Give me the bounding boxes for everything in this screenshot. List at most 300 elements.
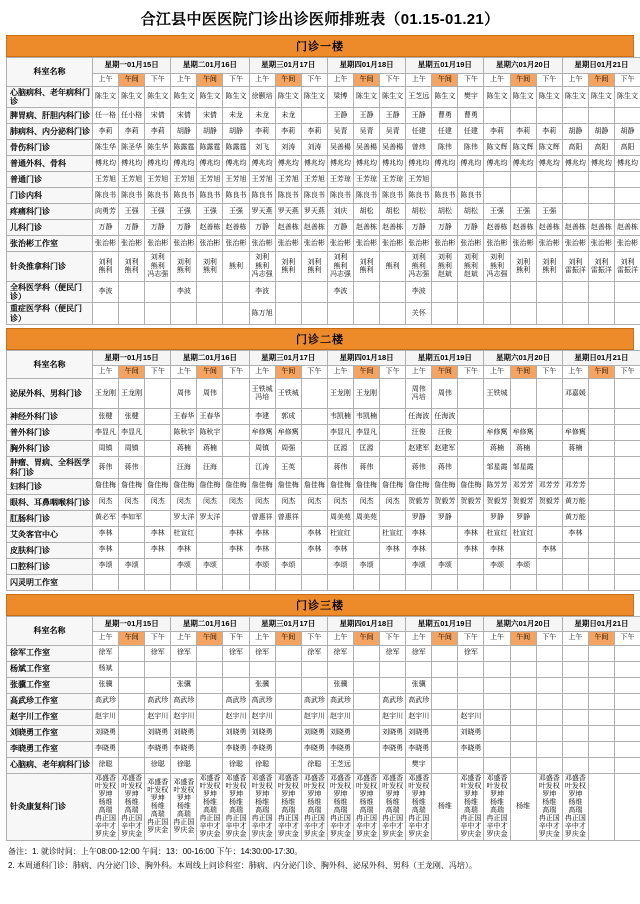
doctor-cell: 李莉 [145,124,171,140]
doctor-cell: 高武珍 [380,693,406,709]
doctor-cell: 王芳旭 [223,172,249,188]
doctor-cell: 高武珍 [301,693,327,709]
table-row [7,140,640,156]
shift-header-4-3: 下午 [380,73,406,86]
doctor-cell: 任小格 [119,108,145,124]
doctor-cell: 高武珍 [145,693,171,709]
doctor-cell [484,574,510,590]
doctor-cell: 赵善栋 [536,220,562,236]
doctor-cell: 罗静 [406,510,432,526]
doctor-cell [458,441,484,457]
doctor-cell: 詹佳梅 [406,478,432,494]
doctor-cell [301,457,327,478]
doctor-cell: 汪海 [171,457,197,478]
doctor-cell: 刘利 熊利 [536,252,562,282]
doctor-cell [301,558,327,574]
doctor-cell [614,494,640,510]
doctor-cell: 李晓勇 [458,741,484,757]
doctor-cell [197,757,223,773]
dept-name: 杨斌工作室 [7,661,93,677]
shift-header-3-1: 上午 [249,632,275,645]
doctor-cell [432,282,458,303]
shift-header-6-2: 午间 [510,366,536,379]
doctor-cell: 陈生华 [93,140,119,156]
doctor-cell: 万静 [93,220,119,236]
table-row [7,677,640,693]
doctor-cell [484,409,510,425]
doctor-cell [301,510,327,526]
doctor-cell: 李莉 [536,124,562,140]
doctor-cell [484,188,510,204]
doctor-cell: 黄万能 [562,494,588,510]
doctor-cell [223,457,249,478]
doctor-cell [223,558,249,574]
dept-name: 普通外科、骨科 [7,156,93,172]
doctor-cell [249,574,275,590]
shift-header-4-1: 上午 [327,632,353,645]
shift-header-5-1: 上午 [406,366,432,379]
doctor-cell [197,526,223,542]
day-header-6: 星期六01月20日 [484,350,562,366]
doctor-cell [614,303,640,324]
doctor-cell [536,457,562,478]
doctor-cell [353,741,379,757]
doctor-cell: 王芝远 [327,757,353,773]
doctor-cell [614,108,640,124]
shift-header-5-3: 下午 [458,632,484,645]
doctor-cell [223,510,249,526]
doctor-cell: 闵杰 [145,494,171,510]
doctor-cell [380,558,406,574]
doctor-cell: 陈良书 [406,188,432,204]
doctor-cell [510,661,536,677]
shift-header-2-1: 上午 [171,366,197,379]
doctor-cell [119,542,145,558]
doctor-cell: 罗静 [484,510,510,526]
doctor-cell: 傅兆均 [119,156,145,172]
doctor-cell [119,693,145,709]
doctor-cell: 杜宣红 [327,526,353,542]
doctor-cell: 牟修寯 [484,425,510,441]
doctor-cell [588,558,614,574]
doctor-cell [171,574,197,590]
doctor-cell: 闵杰 [171,494,197,510]
doctor-cell [197,542,223,558]
doctor-cell [484,282,510,303]
doctor-cell: 李林 [327,542,353,558]
doctor-cell: 胡静 [223,124,249,140]
doctor-cell: 赵宇川 [301,709,327,725]
doctor-cell: 王芳旭 [301,172,327,188]
doctor-cell: 徐聪 [145,757,171,773]
doctor-cell [353,757,379,773]
doctor-cell: 邓盛香 叶发权 罗坤 杨维 高瑞 冉正国 辛中才 罗庆金 [275,773,301,840]
doctor-cell [484,741,510,757]
doctor-cell [275,542,301,558]
doctor-cell: 陈良书 [458,188,484,204]
shift-header-1-3: 下午 [145,73,171,86]
doctor-cell [614,526,640,542]
doctor-cell: 赵宇川 [145,709,171,725]
doctor-cell: 刘利 熊利 [275,252,301,282]
doctor-cell: 李波 [327,282,353,303]
doctor-cell: 李林 [301,542,327,558]
doctor-cell: 杜宣红 [510,526,536,542]
doctor-cell: 李晓勇 [145,741,171,757]
doctor-cell: 李晓勇 [249,741,275,757]
doctor-cell [223,303,249,324]
doctor-cell: 高阳 [562,140,588,156]
shift-header-3-2: 午间 [275,366,301,379]
dept-column-header: 科室名称 [7,350,93,379]
doctor-cell: 李颂 [327,558,353,574]
doctor-cell: 李波 [249,282,275,303]
doctor-cell [380,677,406,693]
doctor-cell: 王芳旭 [249,172,275,188]
doctor-cell: 赵善栋 [197,220,223,236]
doctor-cell [171,303,197,324]
doctor-cell: 傅兆均 [380,156,406,172]
doctor-cell: 杨维 [510,773,536,840]
dept-name: 妇科门诊 [7,478,93,494]
doctor-cell: 李颂 [249,558,275,574]
dept-name: 针灸康复科门诊 [7,773,93,840]
shift-header-4-1: 上午 [327,366,353,379]
doctor-cell: 吴善楊 [353,140,379,156]
doctor-cell [223,441,249,457]
schedule-table-1 [6,57,640,325]
shift-header-5-3: 下午 [458,73,484,86]
doctor-cell [353,574,379,590]
doctor-cell: 贺毅芳 [406,494,432,510]
doctor-cell: 高武珍 [249,693,275,709]
doctor-cell [223,409,249,425]
doctor-cell [614,441,640,457]
dept-name: 骨伤科门诊 [7,140,93,156]
doctor-cell: 赵宇川 [380,709,406,725]
day-header-6: 星期六01月20日 [484,616,562,632]
doctor-cell: 邓盛香 叶发权 罗坤 杨维 高瑞 冉正国 罗庆金 [145,773,171,840]
doctor-cell [353,303,379,324]
shift-header-4-3: 下午 [380,632,406,645]
doctor-cell: 傅兆均 [484,156,510,172]
doctor-cell [380,379,406,409]
doctor-cell: 王强 [197,204,223,220]
doctor-cell [536,661,562,677]
table-row [7,188,640,204]
doctor-cell [197,741,223,757]
doctor-cell: 王芝远 [406,86,432,107]
doctor-cell: 陈露霆 [197,140,223,156]
doctor-cell [223,661,249,677]
table-row [7,645,640,661]
doctor-cell [484,645,510,661]
table-header-shifts [7,366,640,379]
doctor-cell [301,677,327,693]
doctor-cell [588,645,614,661]
shift-header-6-3: 下午 [536,632,562,645]
doctor-cell: 汪海 [197,457,223,478]
shift-header-5-2: 午间 [432,366,458,379]
doctor-cell: 闵杰 [301,494,327,510]
dept-name: 疼痛科门诊 [7,204,93,220]
doctor-cell [327,661,353,677]
doctor-cell [353,661,379,677]
doctor-cell: 罗太洋 [171,510,197,526]
doctor-cell: 徐聪 [171,757,197,773]
shift-header-3-3: 下午 [301,366,327,379]
doctor-cell: 熊利 [380,252,406,282]
doctor-cell: 胡松 [458,204,484,220]
doctor-cell: 李晓勇 [93,741,119,757]
doctor-cell [510,303,536,324]
doctor-cell: 王强 [171,204,197,220]
doctor-cell: 傅兆均 [562,156,588,172]
doctor-cell [536,425,562,441]
shift-header-6-1: 上午 [484,632,510,645]
doctor-cell [510,409,536,425]
doctor-cell [406,574,432,590]
doctor-cell [536,172,562,188]
page-title: 合江县中医医院门诊出诊医师排班表（01.15-01.21） [140,11,500,28]
doctor-cell: 吴善楊 [327,140,353,156]
shift-header-2-2: 午间 [197,73,223,86]
doctor-cell [380,661,406,677]
table-row [7,425,640,441]
doctor-cell: 李林 [249,542,275,558]
doctor-cell: 李如军 [119,510,145,526]
doctor-cell: 胡静 [171,124,197,140]
day-header-4: 星期四01月18日 [327,350,405,366]
doctor-cell: 邓盛香 叶发权 罗坤 杨维 高瑞 冉正国 辛中才 罗庆金 [93,773,119,840]
doctor-cell: 李颂 [197,558,223,574]
doctor-cell: 李林 [171,542,197,558]
doctor-cell: 王铁城 [275,379,301,409]
doctor-cell: 邓盛香 叶发权 罗坤 杨维 高瑞 冉正国 辛中才 罗庆金 [484,773,510,840]
doctor-cell: 胡松 [432,204,458,220]
doctor-cell [588,574,614,590]
doctor-cell: 赵善栋 [380,220,406,236]
doctor-cell: 邓嘉媛 [562,379,588,409]
doctor-cell [588,494,614,510]
doctor-cell [510,108,536,124]
doctor-cell [536,574,562,590]
doctor-cell [353,693,379,709]
doctor-cell [510,645,536,661]
doctor-cell: 刘利 熊利 赵斌 [458,252,484,282]
doctor-cell [145,441,171,457]
doctor-cell: 罗天燕 [275,204,301,220]
doctor-cell [614,379,640,409]
shift-header-2-3: 下午 [223,73,249,86]
doctor-cell: 宋倩 [171,108,197,124]
doctor-cell [536,709,562,725]
footnote-2: 2. 本周通科门诊：肺病、内分泌门诊、胸外科。本周线上问诊科室：肺病、内分泌门诊、胸外科、泌尿外科、男科（王龙刚、冯培）。 [8,860,477,870]
doctor-cell [458,282,484,303]
doctor-cell: 詹佳梅 [301,478,327,494]
doctor-cell [614,693,640,709]
shift-header-5-1: 上午 [406,632,432,645]
doctor-cell: 陈生文 [197,86,223,107]
doctor-cell: 张治彬 [275,236,301,252]
doctor-cell [380,510,406,526]
doctor-cell: 陈生文 [353,86,379,107]
table-row [7,542,640,558]
dept-name: 胸外科门诊 [7,441,93,457]
doctor-cell [197,574,223,590]
doctor-cell: 李颂 [432,558,458,574]
doctor-cell [588,409,614,425]
doctor-cell: 周伟 [197,379,223,409]
doctor-cell [223,379,249,409]
doctor-cell: 贺毅芳 [432,494,458,510]
doctor-cell [119,282,145,303]
doctor-cell: 王强 [510,204,536,220]
doctor-cell [197,709,223,725]
doctor-cell: 王英 [275,457,301,478]
doctor-cell [484,725,510,741]
shift-header-1-2: 午间 [119,73,145,86]
doctor-cell: 陈生文 [562,86,588,107]
doctor-cell [588,478,614,494]
schedule-table-3 [6,616,640,841]
day-header-1: 星期一01月15日 [93,350,171,366]
doctor-cell: 陈文辉 [510,140,536,156]
doctor-cell: 陈生文 [145,86,171,107]
doctor-cell: 李显凡 [353,425,379,441]
doctor-cell: 刘利 熊利 冯志强 [249,252,275,282]
doctor-cell: 牟修寯 [562,425,588,441]
doctor-cell [249,661,275,677]
shift-header-6-2: 午间 [510,632,536,645]
doctor-cell: 陈良书 [275,188,301,204]
doctor-cell: 陈伟 [458,140,484,156]
doctor-cell: 李林 [301,526,327,542]
doctor-cell: 万静 [249,220,275,236]
doctor-cell [562,172,588,188]
doctor-cell: 罗太洋 [197,510,223,526]
shift-header-6-1: 上午 [484,366,510,379]
doctor-cell: 詹佳梅 [223,478,249,494]
doctor-cell: 徐聪 [249,757,275,773]
doctor-cell: 任建 [432,124,458,140]
doctor-cell: 徐聪 [93,757,119,773]
dept-name: 心脑病、老年病科门诊 [7,757,93,773]
doctor-cell: 王芳旭 [119,172,145,188]
doctor-cell: 高武珍 [406,693,432,709]
shift-header-4-2: 午间 [353,366,379,379]
doctor-cell: 刘利 熊利 [301,252,327,282]
doctor-cell: 汪俊 [406,425,432,441]
doctor-cell: 刘晓勇 [327,725,353,741]
doctor-cell: 吴青 [380,124,406,140]
shift-header-7-2: 午间 [588,632,614,645]
doctor-cell [536,441,562,457]
doctor-cell: 王静 [353,108,379,124]
shift-header-3-2: 午间 [275,73,301,86]
doctor-cell: 任海波 [432,409,458,425]
doctor-cell: 赵宇川 [406,709,432,725]
doctor-cell: 邓芳芳 [510,478,536,494]
doctor-cell: 王芳琼 [327,172,353,188]
table-row [7,558,640,574]
doctor-cell [119,661,145,677]
doctor-cell: 徐军 [458,645,484,661]
doctor-cell: 万静 [406,220,432,236]
doctor-cell [458,574,484,590]
doctor-cell: 李林 [484,542,510,558]
doctor-cell [510,757,536,773]
doctor-cell [484,693,510,709]
day-header-3: 星期三01月17日 [249,58,327,74]
doctor-cell [432,677,458,693]
doctor-cell [458,409,484,425]
shift-header-3-1: 上午 [249,366,275,379]
doctor-cell: 刘利 熊利 赵斌 [432,252,458,282]
doctor-cell: 万静 [119,220,145,236]
doctor-cell [588,188,614,204]
doctor-cell [562,204,588,220]
doctor-cell [484,677,510,693]
table-row [7,526,640,542]
doctor-cell: 胡静 [588,124,614,140]
doctor-cell [145,303,171,324]
doctor-cell [562,409,588,425]
doctor-cell: 李颂 [93,558,119,574]
doctor-cell [432,709,458,725]
doctor-cell [353,645,379,661]
doctor-cell [562,303,588,324]
doctor-cell [145,425,171,441]
doctor-cell [588,441,614,457]
doctor-cell: 徐军 [171,645,197,661]
doctor-cell: 陈秋宇 [197,425,223,441]
doctor-cell: 王龙刚 [119,379,145,409]
doctor-cell: 王芳旭 [171,172,197,188]
doctor-cell [432,526,458,542]
dept-name: 儿科门诊 [7,220,93,236]
shift-header-6-1: 上午 [484,73,510,86]
doctor-cell: 王芳旭 [406,172,432,188]
day-header-7: 星期日01月21日 [562,616,640,632]
day-header-3: 星期三01月17日 [249,350,327,366]
doctor-cell: 万静 [145,220,171,236]
doctor-cell: 张治彬 [301,236,327,252]
doctor-cell: 陈良书 [223,188,249,204]
doctor-cell: 张治彬 [145,236,171,252]
doctor-cell: 刘利 熊利 [197,252,223,282]
table-row [7,510,640,526]
doctor-cell: 杜宣红 [171,526,197,542]
table-header-shifts [7,632,640,645]
doctor-cell [562,677,588,693]
doctor-cell: 刘晓勇 [458,725,484,741]
doctor-cell: 李林 [380,542,406,558]
doctor-cell: 杜宣红 [484,526,510,542]
doctor-cell: 李林 [458,526,484,542]
doctor-cell [588,526,614,542]
doctor-cell [484,661,510,677]
doctor-cell: 曾惠祥 [275,510,301,526]
doctor-cell [484,108,510,124]
doctor-cell: 万静 [171,220,197,236]
doctor-cell: 李林 [406,526,432,542]
doctor-cell [588,725,614,741]
doctor-cell [380,282,406,303]
doctor-cell: 胡松 [353,204,379,220]
doctor-cell [588,108,614,124]
doctor-cell [432,542,458,558]
